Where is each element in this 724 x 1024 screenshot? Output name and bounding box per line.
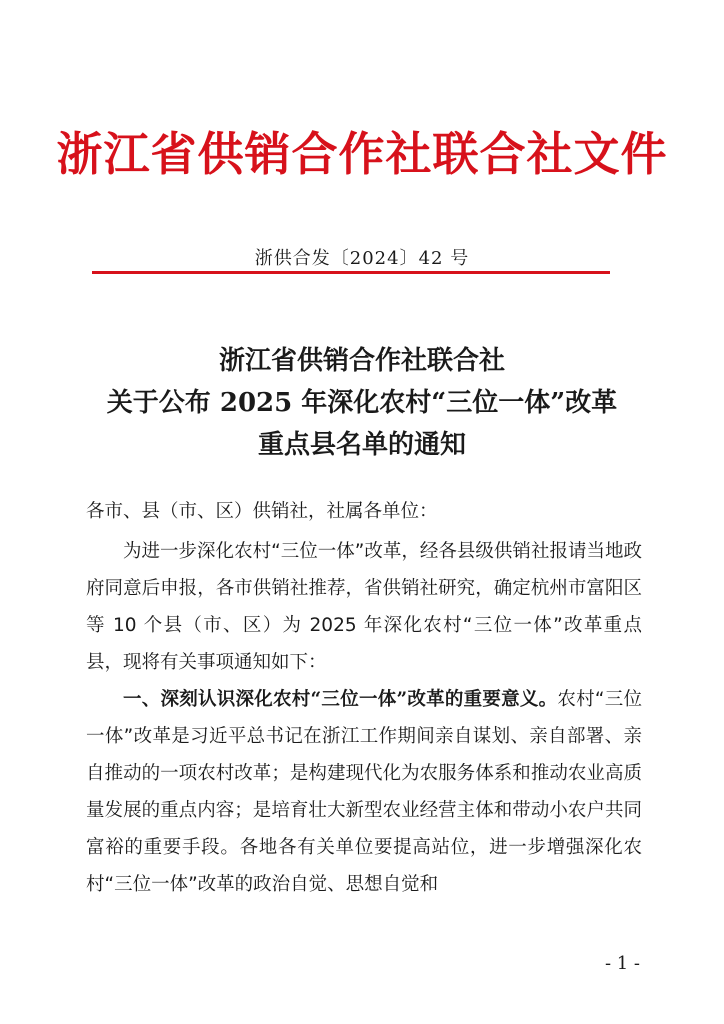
paragraph-intro: 为进一步深化农村“三位一体”改革，经各县级供销社报请当地政府同意后申报，各市供销社推荐，省供销社研究，确定杭州市富阳区等 10 个县（市、区）为 2025 年深化农村“三位一体”改革重点县，现将有关事项通知如下：	[86, 541, 642, 673]
notice-title	[0, 340, 724, 466]
section-1-heading: 一、深刻认识深化农村“三位一体”改革的重要意义。	[123, 689, 558, 710]
red-divider-rule	[92, 271, 610, 274]
page-number: - 1 -	[604, 953, 640, 974]
notice-title-line-1: 浙江省供销合作社联合社	[218, 346, 505, 376]
document-header-title: 浙江省供销合作社联合社文件	[56, 127, 668, 181]
notice-title-line-3: 重点县名单的通知	[257, 430, 466, 460]
notice-title-line-2: 关于公布 2025 年深化农村“三位一体”改革	[106, 388, 618, 418]
salutation: 各市、县（市、区）供销社，社属各单位：	[86, 501, 438, 522]
paragraph-section-1	[86, 681, 642, 903]
document-number: 浙供合发〔2024〕42 号	[254, 248, 470, 269]
section-1-text: 农村“三位一体”改革是习近平总书记在浙江工作期间亲自谋划、亲自部署、亲自推动的一项农村改革；是构建现代化为农服务体系和推动农业高质量发展的重点内容；是培育壮大新型农业经营主体和带动小农户共同富裕的重要手段。各地各有关单位要提高站位，进一步增强深化农村“三位一体”改革的政治自觉、思想自觉和	[86, 689, 642, 895]
